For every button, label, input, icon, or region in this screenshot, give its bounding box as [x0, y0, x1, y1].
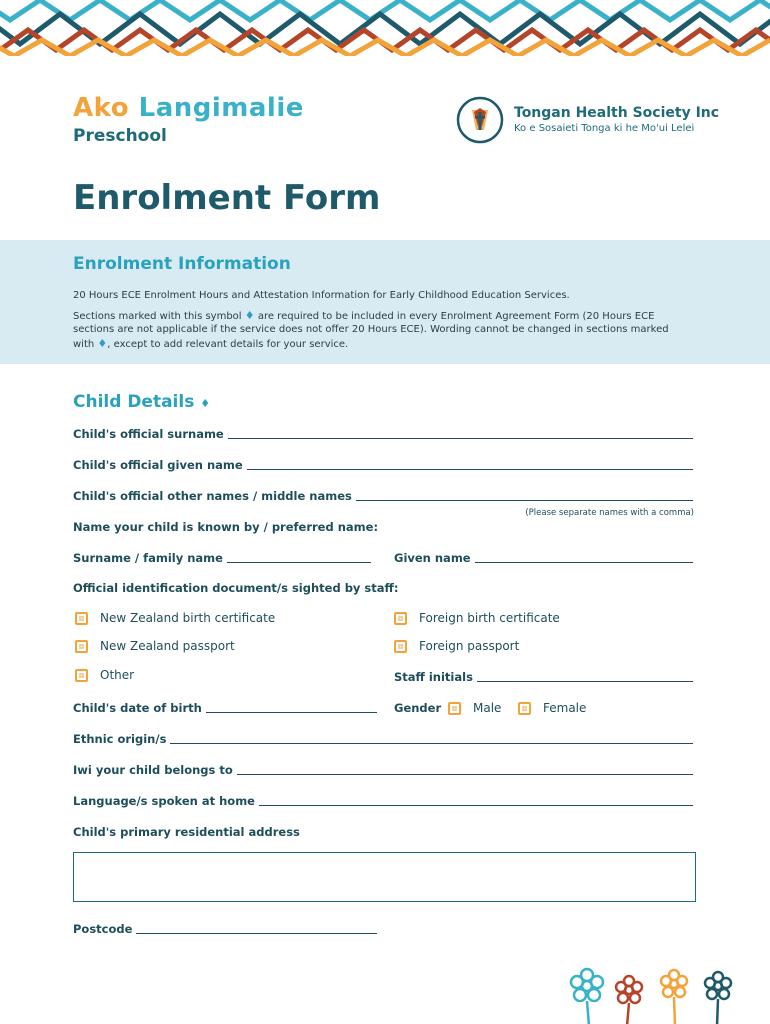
surname-input-line[interactable]	[228, 429, 693, 439]
staff-initials-input-line[interactable]	[477, 672, 693, 682]
brand-title-part2: Langimalie	[138, 93, 304, 123]
diamond-icon: ♦	[200, 397, 211, 410]
other-label: Other	[100, 668, 135, 682]
family-name-input-line[interactable]	[227, 553, 371, 563]
family-name-field[interactable]	[73, 551, 371, 565]
gender-label	[394, 701, 441, 715]
other-names-label: Child's official other names / middle names	[73, 489, 352, 503]
diamond-icon: ♦	[97, 337, 108, 350]
foreign-birth-label: Foreign birth certificate	[419, 611, 560, 625]
foreign-passport-label: Foreign passport	[419, 639, 520, 653]
language-label: Language/s spoken at home	[73, 794, 255, 808]
male-label: Male	[473, 701, 502, 715]
address-text: Child's primary residential address	[73, 825, 300, 839]
dob-input-line[interactable]	[206, 703, 377, 713]
org-tagline: Ko e Sosaieti Tonga ki he Mo'ui Lelei	[514, 123, 695, 134]
foreign-birth-option[interactable]	[394, 611, 560, 625]
other-names-note: (Please separate names with a comma)	[525, 508, 694, 518]
other-option[interactable]	[75, 668, 134, 682]
given-name-field[interactable]	[73, 458, 693, 472]
address-input-box[interactable]	[73, 852, 696, 902]
checkbox-icon[interactable]	[75, 640, 88, 653]
info-line-3: sections are not applicable if the service does not offer 20 Hours ECE). Wording cannot be changed in sections marked	[73, 324, 669, 335]
staff-initials-label: Staff initials	[394, 670, 473, 684]
postcode-field[interactable]	[73, 922, 377, 936]
org-logo-icon	[456, 96, 504, 144]
iwi-field[interactable]	[73, 763, 693, 777]
page-title: Enrolment Form	[73, 178, 381, 218]
info-line-2a: Sections marked with this symbol	[73, 311, 242, 322]
org-block	[456, 96, 720, 144]
surname-label: Child's official surname	[73, 427, 224, 441]
female-option[interactable]	[518, 701, 586, 715]
info-heading: Enrolment Information	[73, 254, 291, 274]
dob-field[interactable]	[73, 701, 377, 715]
checkbox-icon[interactable]	[448, 702, 461, 715]
brand-title-part1: Ako	[73, 93, 130, 123]
gender-text: Gender	[394, 701, 442, 715]
info-line-4b: , except to add relevant details for your service.	[107, 339, 349, 350]
address-label	[73, 825, 300, 839]
ethnic-input-line[interactable]	[170, 734, 693, 744]
info-line-1: 20 Hours ECE Enrolment Hours and Attestation Information for Early Childhood Education Services.	[73, 290, 570, 301]
given-name-input-line[interactable]	[247, 460, 693, 470]
info-line-2b: are required to be included in every Enrolment Agreement Form (20 Hours ECE	[257, 311, 655, 322]
known-by-text: Name your child is known by / preferred name:	[73, 520, 379, 534]
given-short-field[interactable]	[394, 551, 693, 565]
brand-block	[73, 92, 304, 146]
female-label: Female	[543, 701, 587, 715]
language-field[interactable]	[73, 794, 693, 808]
given-short-label: Given name	[394, 551, 471, 565]
checkbox-icon[interactable]	[394, 612, 407, 625]
foreign-passport-option[interactable]	[394, 639, 519, 653]
surname-field[interactable]	[73, 427, 693, 441]
family-name-label: Surname / family name	[73, 551, 223, 565]
child-details-title: Child Details	[73, 392, 195, 412]
child-details-heading	[73, 392, 210, 412]
info-line-4a: with	[73, 339, 95, 350]
info-line-4	[73, 336, 693, 352]
male-option[interactable]	[448, 701, 501, 715]
other-names-input-line[interactable]	[356, 491, 693, 501]
nz-passport-label: New Zealand passport	[100, 639, 235, 653]
checkbox-icon[interactable]	[75, 612, 88, 625]
language-input-line[interactable]	[259, 796, 693, 806]
ethnic-field[interactable]	[73, 732, 693, 746]
iwi-label: Iwi your child belongs to	[73, 763, 233, 777]
checkbox-icon[interactable]	[518, 702, 531, 715]
postcode-input-line[interactable]	[136, 924, 377, 934]
given-name-label: Child's official given name	[73, 458, 243, 472]
brand-title	[73, 92, 304, 124]
postcode-label: Postcode	[73, 922, 133, 936]
given-short-input-line[interactable]	[475, 553, 693, 563]
checkbox-icon[interactable]	[75, 669, 88, 682]
known-by-label	[73, 520, 378, 534]
ethnic-label: Ethnic origin/s	[73, 732, 167, 746]
id-docs-label	[73, 581, 398, 595]
id-docs-text: Official identification document/s sighted by staff:	[73, 581, 399, 595]
checkbox-icon[interactable]	[394, 640, 407, 653]
org-name: Tongan Health Society Inc	[514, 105, 720, 121]
nz-passport-option[interactable]	[75, 639, 235, 653]
other-names-field[interactable]	[73, 489, 693, 503]
enrolment-info-panel	[0, 240, 770, 364]
dob-label: Child's date of birth	[73, 701, 202, 715]
flowers-decoration-icon	[560, 960, 770, 1024]
iwi-input-line[interactable]	[237, 765, 693, 775]
nz-birth-option[interactable]	[75, 611, 275, 625]
brand-subtitle: Preschool	[73, 126, 167, 146]
staff-initials-field[interactable]	[394, 670, 693, 684]
diamond-icon: ♦	[244, 309, 255, 322]
zigzag-banner	[0, 0, 770, 56]
nz-birth-label: New Zealand birth certificate	[100, 611, 276, 625]
